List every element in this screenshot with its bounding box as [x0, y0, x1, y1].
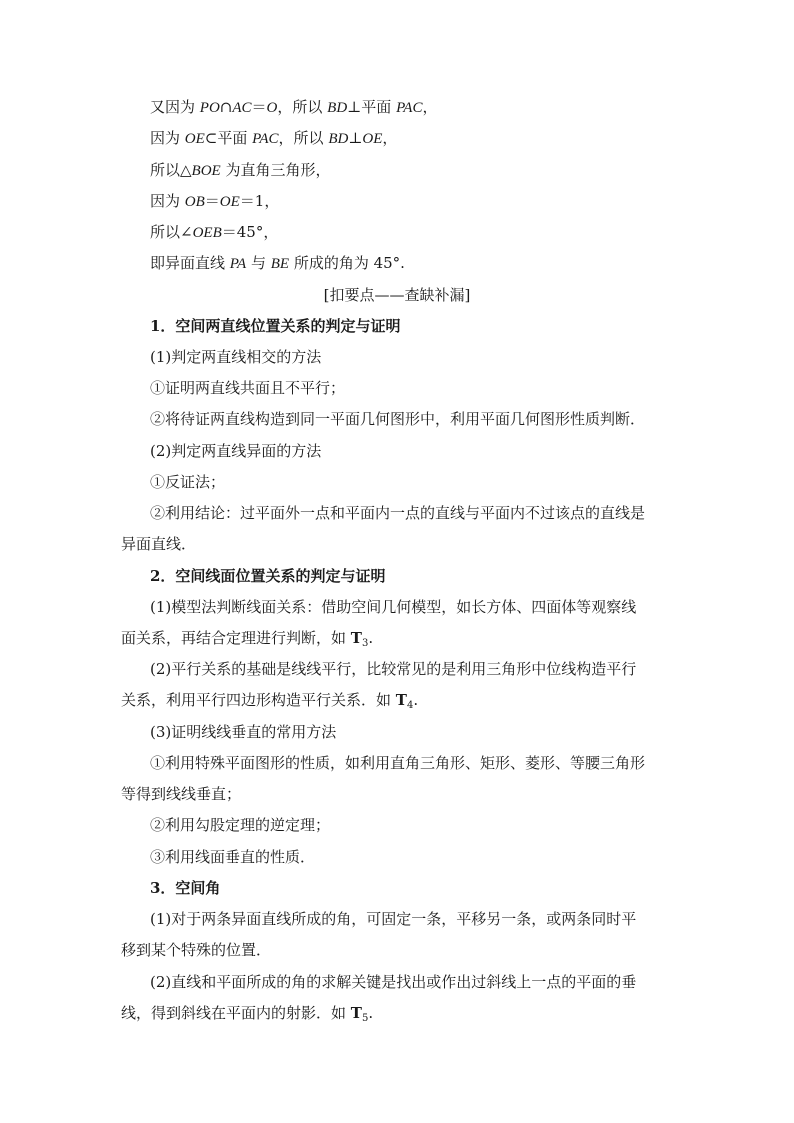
text: 与	[246, 254, 271, 272]
reference-subscript: 3	[361, 638, 369, 649]
math-var: PAC	[396, 100, 423, 116]
reference-T: T	[350, 1004, 362, 1022]
math-var: PO	[199, 100, 220, 116]
text: ⊂平面	[204, 129, 253, 147]
paragraph: (2)判定两直线异面的方法	[150, 442, 322, 460]
text: 所以△	[150, 161, 192, 179]
paragraph: ③利用线面垂直的性质．	[150, 848, 316, 866]
text: 所以∠	[150, 223, 193, 241]
proof-line-3	[150, 160, 710, 181]
section-1-title: 1．空间两直线位置关系的判定与证明	[150, 317, 401, 335]
text: 即异面直线	[150, 254, 230, 272]
reference-subscript: 5	[361, 1013, 369, 1024]
math-symbol: ＝	[251, 98, 267, 116]
proof-line-2	[150, 128, 710, 149]
proof-line-4	[150, 191, 710, 212]
paragraph: (1)模型法判断线面关系：借助空间几何模型，如长方体、四面体等观察线	[150, 598, 637, 616]
proof-line-6	[150, 253, 710, 274]
reference-subscript: 4	[406, 700, 414, 711]
text: 面关系，再结合定理进行判断，如	[121, 629, 351, 647]
paragraph-continuation	[121, 628, 681, 648]
paragraph: ②利用勾股定理的逆定理；	[150, 816, 331, 834]
section-3-title: 3．空间角	[150, 879, 221, 897]
text: ，	[382, 129, 398, 147]
math-symbol: ＝	[204, 192, 220, 210]
reference-T: T	[395, 691, 407, 709]
section-2-title: 2．空间线面位置关系的判定与证明	[150, 567, 386, 585]
paragraph-continuation	[121, 1003, 681, 1023]
text: 所成的角为 45°.	[289, 254, 405, 272]
math-var: PAC	[252, 131, 279, 147]
math-var: PA	[229, 256, 247, 272]
text: 线，得到斜线在平面内的射影．如	[121, 1004, 351, 1022]
text: .	[413, 691, 419, 709]
paragraph-continuation: 移到某个特殊的位置．	[121, 941, 272, 959]
math-var: AC	[232, 100, 252, 116]
text: 又因为	[150, 98, 200, 116]
paragraph-continuation: 等得到线线垂直；	[121, 785, 242, 803]
text: ＝45°，	[221, 223, 279, 241]
text: 因为	[150, 129, 185, 147]
math-var: OE	[219, 194, 240, 210]
paragraph: ②利用结论：过平面外一点和平面内一点的直线与平面内不过该点的直线是	[150, 504, 646, 522]
text: ，	[422, 98, 438, 116]
paragraph-continuation	[121, 690, 681, 710]
math-var: BE	[270, 256, 290, 272]
math-var: OE	[362, 131, 383, 147]
section-heading: [扣要点——查缺补漏]	[323, 286, 471, 304]
text: 为直角三角形，	[220, 161, 331, 179]
proof-line-5	[150, 222, 710, 243]
math-var: OB	[184, 194, 205, 210]
reference-T: T	[350, 629, 362, 647]
math-var: OE	[184, 131, 205, 147]
math-symbol: ⊥	[348, 129, 363, 147]
paragraph: (2)平行关系的基础是线线平行，比较常见的是利用三角形中位线构造平行	[150, 660, 637, 678]
text: ，所以	[278, 129, 329, 147]
paragraph: ②将待证两直线构造到同一平面几何图形中，利用平面几何图形性质判断．	[150, 410, 646, 428]
text: .	[368, 629, 374, 647]
paragraph-continuation: 异面直线．	[121, 535, 197, 553]
paragraph: ①证明两直线共面且不平行；	[150, 379, 346, 397]
text: ，所以	[277, 98, 328, 116]
text: 平面	[361, 98, 397, 116]
text: ＝1，	[239, 192, 280, 210]
paragraph: (3)证明线线垂直的常用方法	[150, 723, 337, 741]
math-symbol: ⊥	[347, 98, 362, 116]
paragraph: (1)对于两条异面直线所成的角，可固定一条，平移另一条，或两条同时平	[150, 910, 637, 928]
math-var: OEB	[192, 225, 222, 241]
math-symbol: ∩	[219, 98, 233, 116]
math-var: O	[266, 100, 278, 116]
paragraph: (1)判定两直线相交的方法	[150, 348, 322, 366]
math-var: BD	[327, 100, 348, 116]
text: 因为	[150, 192, 185, 210]
proof-line-1	[150, 97, 710, 118]
paragraph: ①反证法；	[150, 473, 226, 491]
text: .	[368, 1004, 374, 1022]
text: 关系，利用平行四边形构造平行关系．如	[121, 691, 396, 709]
paragraph: (2)直线和平面所成的角的求解关键是找出或作出过斜线上一点的平面的垂	[150, 973, 637, 991]
math-var: BOE	[191, 163, 221, 179]
paragraph: ①利用特殊平面图形的性质，如利用直角三角形、矩形、菱形、等腰三角形	[150, 754, 646, 772]
math-var: BD	[328, 131, 349, 147]
